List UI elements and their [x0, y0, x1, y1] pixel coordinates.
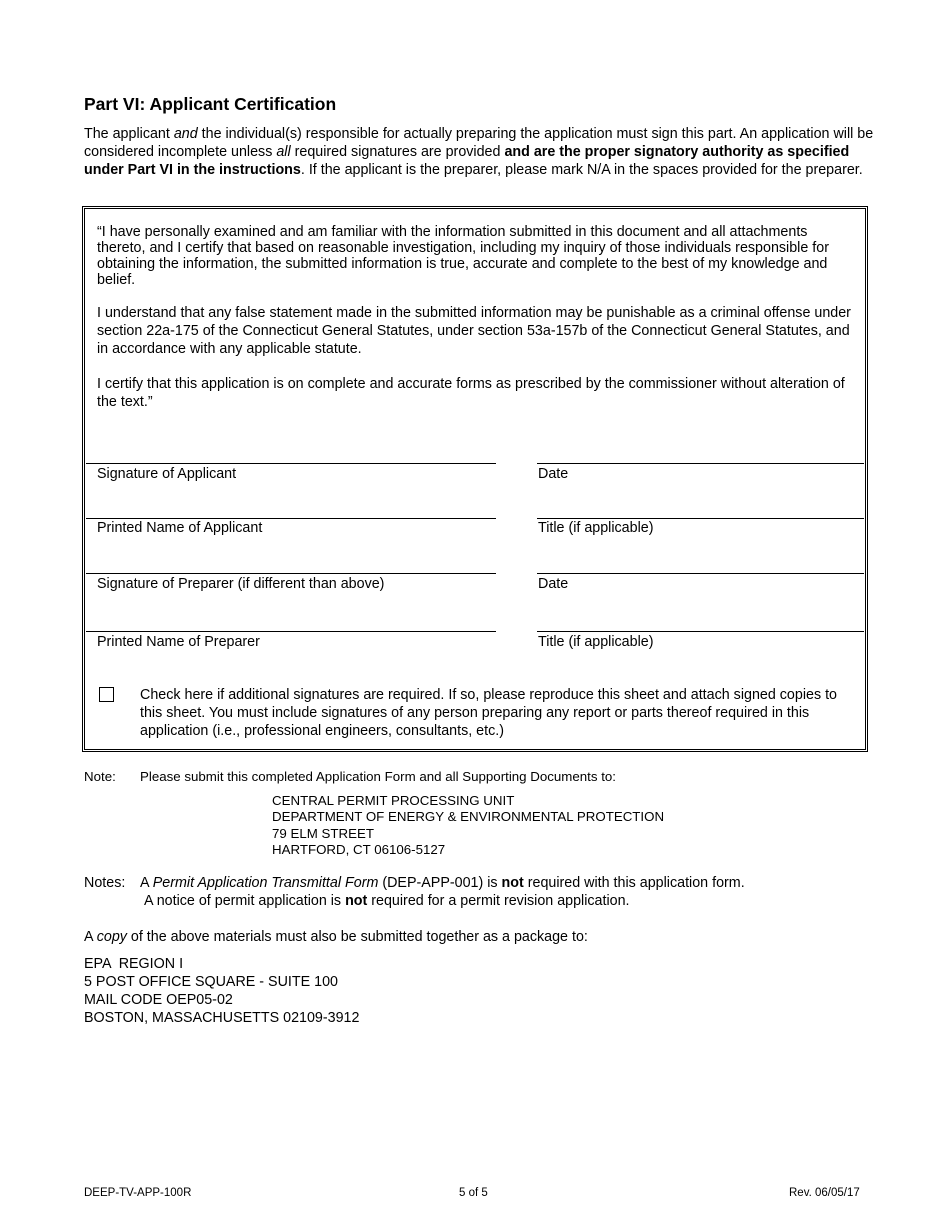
intro-paragraph: The applicant and the individual(s) responsible for actually preparing the application must sign this part. An application will be considered incomplete unless all required signatures are provided and are the proper signatory authority as specified under Part VI in the instructions. If the applicant is the preparer, please mark N/A in the spaces provided for the preparer.: [84, 126, 874, 179]
date-1-line[interactable]: [537, 463, 864, 464]
notes-label: Notes:: [84, 875, 126, 891]
signature-applicant-label: Signature of Applicant: [97, 466, 237, 482]
title-1-label: Title (if applicable): [538, 520, 654, 536]
note-text: Please submit this completed Application Form and all Supporting Documents to:: [140, 769, 616, 784]
printed-applicant-label: Printed Name of Applicant: [97, 520, 263, 536]
printed-applicant-line[interactable]: [86, 518, 496, 519]
printed-preparer-line[interactable]: [86, 631, 496, 632]
title-2-line[interactable]: [537, 631, 864, 632]
address-line: 79 ELM STREET: [272, 825, 374, 841]
notes-line-2: A notice of permit application is not required for a permit revision application.: [144, 893, 630, 909]
additional-signatures-checkbox[interactable]: [99, 687, 114, 702]
address-line: BOSTON, MASSACHUSETTS 02109-3912: [84, 1010, 360, 1026]
printed-preparer-label: Printed Name of Preparer: [97, 634, 260, 650]
date-2-line[interactable]: [537, 573, 864, 574]
title-1-line[interactable]: [537, 518, 864, 519]
signature-preparer-line[interactable]: [86, 573, 496, 574]
address-line: DEPARTMENT OF ENERGY & ENVIRONMENTAL PROTECTION: [272, 809, 665, 825]
additional-signatures-text: Check here if additional signatures are required. If so, please reproduce this sheet and attach signed copies to this sheet. You must include signatures of any person preparing any report or parts thereof required in this application (i.e., professional engineers, consultants, etc.): [140, 687, 838, 739]
address-line: CENTRAL PERMIT PROCESSING UNIT: [272, 793, 515, 808]
signature-applicant-line[interactable]: [86, 463, 496, 464]
note-label: Note:: [84, 769, 116, 784]
deep-address: [272, 793, 664, 858]
certification-paragraph-1: “I have personally examined and am familiar with the information submitted in this document and all attachments thereto, and I certify that based on reasonable investigation, including my inquiry of those individuals responsible for obtaining the information, the submitted information is true, accurate and complete to the best of my knowledge and belief.: [97, 224, 829, 288]
date-1-label: Date: [538, 466, 569, 482]
footer-revision: Rev. 06/05/17: [789, 1187, 860, 1199]
address-line: MAIL CODE OEP05-02: [84, 992, 233, 1008]
address-line: 5 POST OFFICE SQUARE - SUITE 100: [84, 974, 338, 990]
certification-paragraph-3: I certify that this application is on complete and accurate forms as prescribed by the commissioner without alteration of the text.”: [97, 376, 845, 410]
title-2-label: Title (if applicable): [538, 634, 654, 650]
footer-form-id: DEEP-TV-APP-100R: [84, 1187, 192, 1199]
address-line: EPA REGION I: [84, 956, 184, 972]
epa-address: [84, 955, 359, 1027]
address-line: HARTFORD, CT 06106-5127: [272, 841, 446, 857]
page-title: Part VI: Applicant Certification: [84, 94, 337, 114]
copy-instruction: A copy of the above materials must also be submitted together as a package to:: [84, 929, 588, 945]
notes-line-1: A Permit Application Transmittal Form (DEP-APP-001) is not required with this application form.: [140, 875, 745, 891]
certification-paragraph-2: I understand that any false statement made in the submitted information may be punishable as a criminal offense under section 22a-175 of the Connecticut General Statutes, under section 53a-157b of the Connecticut General Statutes, and in accordance with any applicable statute.: [97, 305, 851, 357]
signature-preparer-label: Signature of Preparer (if different than above): [97, 576, 385, 592]
date-2-label: Date: [538, 576, 569, 592]
footer-page-number: 5 of 5: [459, 1187, 488, 1199]
